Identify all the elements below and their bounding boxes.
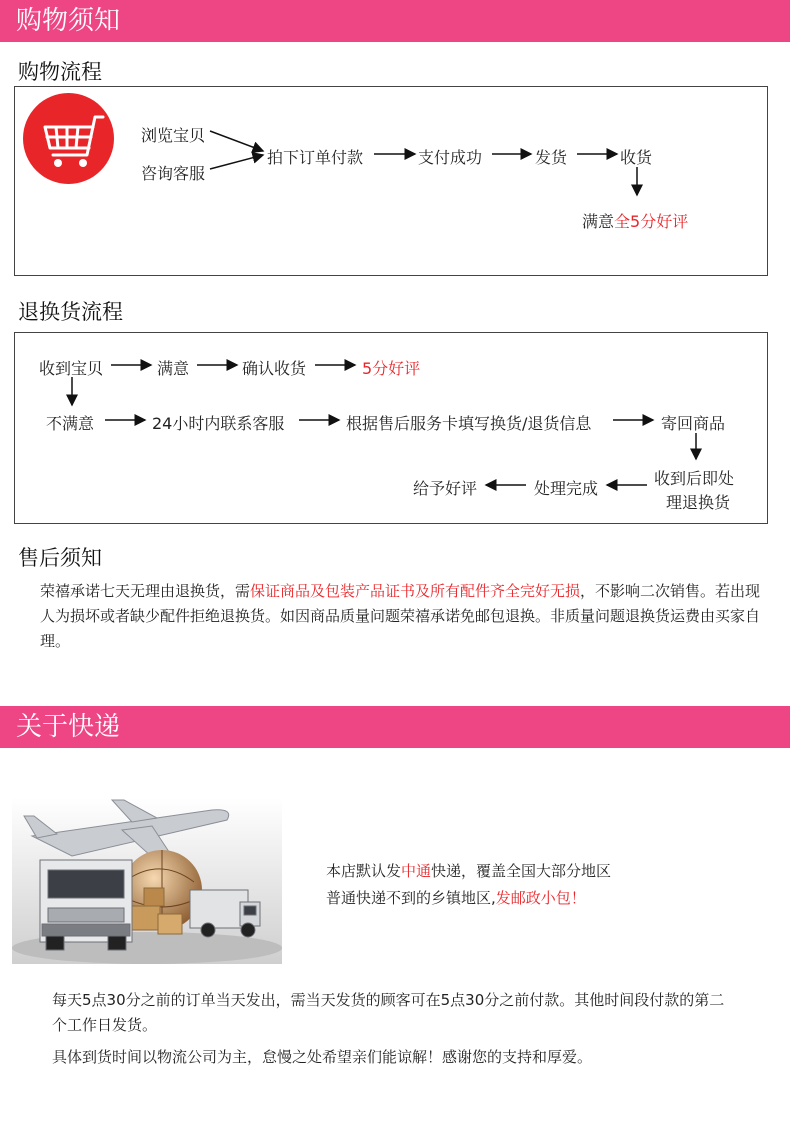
after-sales-text-end: ，不影响二次销售。若出现人为损坏或者缺少配件拒绝退换货。如因商品质量问题荣禧承诺免邮包退换。非质量问题退换货运费由买家自理。 [40, 582, 761, 650]
step-done: 处理完成 [534, 479, 599, 498]
delivery-line-2 [326, 885, 586, 911]
step-browse: 浏览宝贝 [141, 126, 206, 145]
courier-name: 中通 [401, 862, 432, 880]
airplane-truck-globe-image [12, 798, 282, 964]
delivery-line-2-start: 普通快递不到的乡镇地区, [326, 889, 496, 907]
step-consult: 咨询客服 [141, 164, 206, 183]
step-process-line1: 收到后即处 [654, 469, 735, 488]
purchase-flow-box [14, 86, 768, 276]
rating-satisfied: 满意 [582, 212, 615, 231]
step-contact: 24小时内联系客服 [152, 414, 285, 433]
step-confirm: 确认收货 [242, 359, 307, 378]
return-flow-title: 退换货流程 [18, 300, 123, 324]
return-flow-box [14, 332, 768, 524]
after-sales-title: 售后须知 [18, 546, 102, 570]
step-unsatisfied: 不满意 [46, 414, 95, 433]
step-order: 拍下订单付款 [267, 148, 364, 167]
step-paid: 支付成功 [418, 148, 483, 167]
shopping-notice-banner: 购物须知 [0, 0, 790, 42]
step-rating-5: 5分好评 [362, 359, 421, 378]
after-sales-highlight: 保证商品及包装产品证书及所有配件齐全完好无损 [250, 582, 581, 600]
after-sales-text [40, 579, 772, 654]
step-send-back: 寄回商品 [661, 414, 726, 433]
step-fill-card: 根据售后服务卡填写换货/退货信息 [346, 414, 592, 433]
step-satisfied: 满意 [157, 359, 190, 378]
step-rating [582, 209, 688, 232]
postal-package-note: 发邮政小包！ [495, 889, 586, 907]
step-give-rating: 给予好评 [413, 479, 478, 498]
delivery-line-1-start: 本店默认发 [326, 862, 402, 880]
delivery-closing-text: 具体到货时间以物流公司为主，怠慢之处希望亲们能谅解！感谢您的支持和厚爱。 [52, 1048, 593, 1066]
step-receive: 收货 [620, 148, 653, 167]
delivery-line-1-end: 快递，覆盖全国大部分地区 [431, 862, 612, 880]
after-sales-text-start: 荣禧承诺七天无理由退换货，需 [40, 582, 251, 600]
delivery-banner: 关于快递 [0, 706, 790, 748]
purchase-flow-arrows [15, 87, 769, 277]
step-received: 收到宝贝 [39, 359, 104, 378]
rating-full-score: 全5分好评 [614, 212, 689, 231]
delivery-line-1 [326, 858, 611, 884]
delivery-schedule-text: 每天5点30分之前的订单当天发出，需当天发货的顾客可在5点30分之前付款。其他时间段付款的第二个工作日发货。 [52, 991, 725, 1034]
purchase-flow-title: 购物流程 [18, 60, 102, 84]
step-process-line2: 理退换货 [666, 493, 731, 512]
step-ship: 发货 [535, 148, 568, 167]
